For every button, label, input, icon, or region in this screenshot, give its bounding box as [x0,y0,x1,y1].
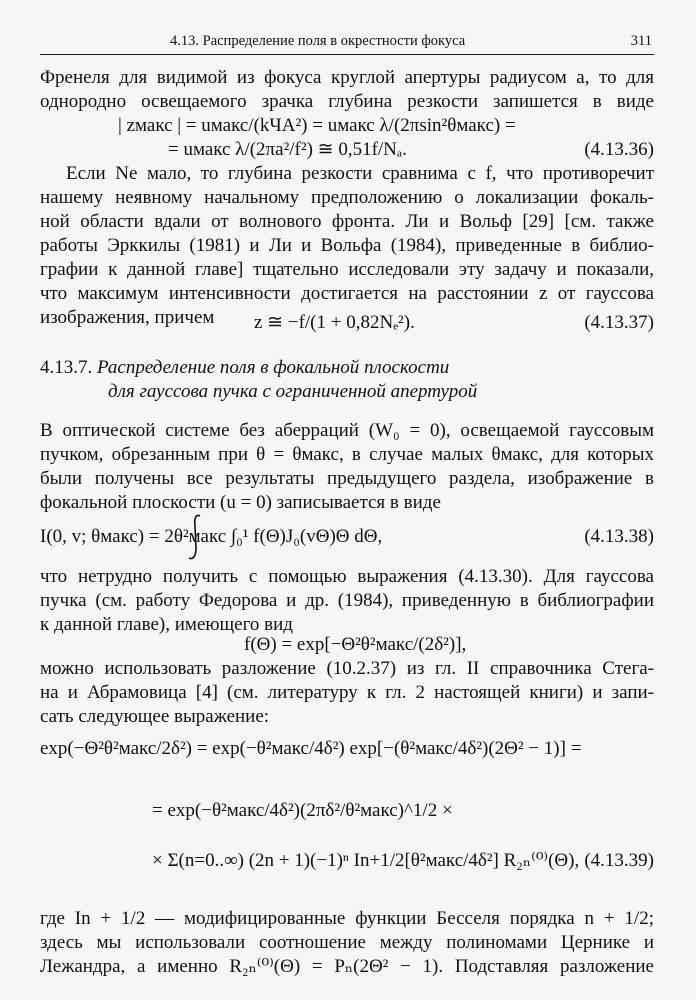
subsection-heading-line2 [108,380,477,404]
equation-4-13-37: z ≅ −f/(1 + 0,82Nₑ²). [254,312,415,333]
equation-4-13-39-line1: exp(−Θ²θ²макс/2δ²) = exp(−θ²макс/4δ²) exp[−(θ²макс/4δ²)(2Θ² − 1)] = [40,738,582,759]
text-line: на и Абрамовица [4] (см. литературу к гл. 2 настоящей книги) и запи- [40,682,654,703]
equation-number: (4.13.38) [584,526,654,547]
equation-number: (4.13.37) [584,312,654,333]
text-line: можно использовать разложение (10.2.37) из гл. II справочника Стега- [40,658,654,679]
text-line: однородно освещаемого зрачка глубина резкости запишется в виде [40,91,654,112]
header-rule [40,54,654,55]
text-line: сать следующее выражение: [40,706,270,727]
subsection-heading [40,356,449,380]
text-line: графии к данной главе] тщательно исследовали эту задачу и показали, [40,259,654,280]
running-header [0,30,696,54]
equation-number: (4.13.36) [584,139,654,160]
text-line: к данной главе), имеющего вид [40,614,293,635]
equation-4-13-38: I(0, v; θмакс) = 2θ²макс ∫₀¹ f(Θ)J₀(vΘ)Θ dΘ, [40,526,383,547]
text-line: нашему неявному начальному предположению о локализации фокаль- [40,187,654,208]
subsection-title-line2: для гауссова пучка с ограниченной апертурой [108,381,478,402]
text-line: работы Эрккилы (1981) и Ли и Вольфа (1984), приведенные в библио- [40,235,654,256]
text-line: Если Nе мало, то глубина резкости сравнима с f, что противоречит [66,163,654,184]
subsection-number: 4.13.7. [40,357,93,378]
equation-f-theta: f(Θ) = exp[−Θ²θ²макс/(2δ²)], [244,634,467,655]
equation-4-13-36-line1: | zмакс | = uмакс/(kЧA²) = uмакс λ/(2πsin²θмакс) = [118,115,516,136]
text-line: где In + 1/2 — модифицированные функции Бесселя порядка n + 1/2; [40,908,654,929]
text-line: Лежандра, а именно R₂ₙ⁽⁰⁾(Θ) = Pₙ(2Θ² − 1). Подставляя разложение [40,956,654,977]
text-line: изображения, причем [40,307,215,328]
text-line: что максимум интенсивности достигается на расстоянии z от гауссова [40,283,654,304]
text-line: что нетрудно получить с помощью выражения (4.13.30). Для гауссова [40,566,654,587]
text-line: Френеля для видимой из фокуса круглой апертуры радиусом a, то для [40,67,654,88]
header-section-title: 4.13. Распределение поля в окрестности фокуса [170,33,466,49]
text-line: были получены все результаты предыдущего раздела, изображение в [40,468,654,489]
equation-4-13-36-line2: = uмакс λ/(2πa²/f²) ≅ 0,51f/Nₐ. [168,139,407,160]
equation-number: (4.13.39) [584,850,654,871]
equation-4-13-39-line3: × Σ(n=0..∞) (2n + 1)(−1)ⁿ In+1/2[θ²макс/4δ²] R₂ₙ⁽⁰⁾(Θ), [152,850,580,871]
equation-4-13-39-line2: = exp(−θ²макс/4δ²)(2πδ²/θ²макс)^1/2 × [152,800,453,821]
text-line: пучка (см. работу Федорова и др. (1984), приведенную в библиографии [40,590,654,611]
text-line: здесь мы использовали соотношение между полиномами Цернике и [40,932,654,953]
text-line: ной области вдали от волнового фронта. Ли и Вольф [29] [см. также [40,211,654,232]
text-line: пучком, обрезанным при θ = θмакс, в случае малых θмакс, для которых [40,444,654,465]
subsection-title-line1: Распределение поля в фокальной плоскости [97,357,450,378]
text-line: В оптической системе без аберраций (W₀ = 0), освещаемой гауссовым [40,420,654,441]
text-line: фокальной плоскости (u = 0) записывается в виде [40,492,441,513]
page-number: 311 [630,33,652,49]
